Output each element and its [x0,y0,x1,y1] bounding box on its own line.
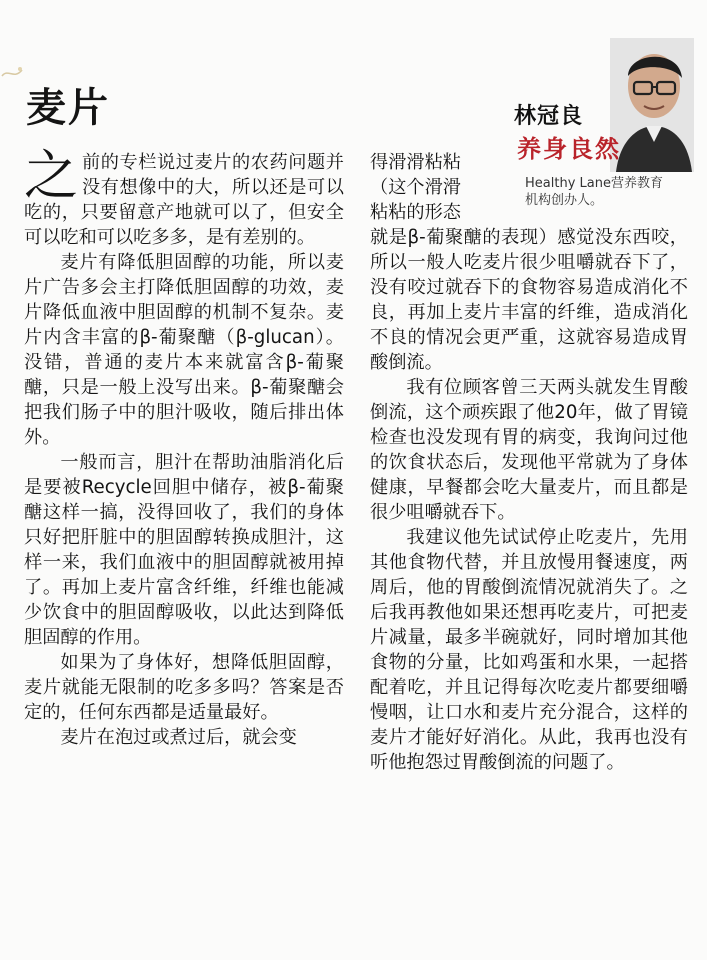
decorative-flourish [0,58,26,88]
paragraph: 我建议他先试试停止吃麦片，先用其他食物代替，并且放慢用餐速度，两周后，他的胃酸倒流情况就消失了。之后我再教他如果还想再吃麦片，可把麦片减量，最多半碗就好，同时增加其他食物的分量，比如鸡蛋和水果，一起搭配着吃，并且记得每次吃麦片都要细嚼慢咽，让口水和麦片充分混合，这样的麦片才能好好消化。从此，我再也没有听他抱怨过胃酸倒流的问题了。 [370,527,688,773]
paragraph: 就是β-葡聚醣的表现）感觉没东西咬，所以一般人吃麦片很少咀嚼就吞下了，没有咬过就吞下的食物容易造成消化不良，再加上麦片丰富的纤维，造成消化不良的情况会更严重，这就容易造成胃酸倒流。 [370,227,688,373]
paragraph-narrow-line: 得滑滑粘粘 [370,152,461,173]
author-name: 林冠良 [514,104,584,129]
author-bio-line: 机构创办人。 [525,193,604,208]
column-name: 养身良然 [517,135,621,163]
paragraph: 我有位顾客曾三天两头就发生胃酸倒流，这个顽疾跟了他20年，做了胃镜检查也没发现有胃的病变，我询问过他的饮食状态后，发现他平常就为了身体健康，早餐都会吃大量麦片，而且都是很少咀嚼就吞下。 [370,377,688,523]
author-bio-line: Healthy Lane营养教育 [525,176,663,191]
paragraph: 如果为了身体好，想降低胆固醇，麦片就能无限制的吃多多吗？答案是否定的，任何东西都是适量最好。 [24,652,344,723]
article-column-right [370,150,688,775]
article-column-left [24,144,344,750]
paragraph: 一般而言，胆汁在帮助油脂消化后是要被Recycle回胆中储存，被β-葡聚醣这样一搞，没得回收了，我们的身体只好把肝脏中的胆固醇转换成胆汁，这样一来，我们血液中的胆固醇就被用掉了。再加上麦片富含纤维，纤维也能减少饮食中的胆固醇吸收，以此达到降低胆固醇的作用。 [24,452,344,648]
paragraph: 麦片有降低胆固醇的功能，所以麦片广告多会主打降低胆固醇的功效，麦片降低血液中胆固醇的机制不复杂。麦片内含丰富的β-葡聚醣（β-glucan）。没错，普通的麦片本来就富含β-葡聚醣，只是一般上没写出来。β-葡聚醣会把我们肠子中的胆汁吸收，随后排出体外。 [24,252,344,448]
paragraph-narrow-line: （这个滑滑 [370,177,461,198]
paragraph-text: 所以还是可以吃的，只要留意产地就可以了，但安全可以吃和可以吃多多，是有差别的。 [24,177,344,248]
paragraph [24,144,344,250]
paragraph: 麦片在泡过或煮过后，就会变 [60,727,297,748]
paragraph-narrow-line: 粘粘的形态 [370,202,461,223]
article-title: 麦片 [26,85,110,131]
paragraph-lead: 前的专栏说过麦片的农药问题并没有想像中的大， [82,152,344,198]
drop-cap: 之 [24,144,78,207]
